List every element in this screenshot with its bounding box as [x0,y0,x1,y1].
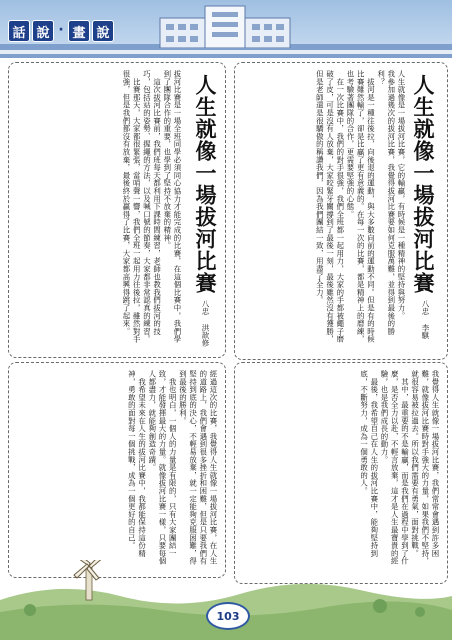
article1-body-top: 人生就像是一場拔河比賽，它的輸贏，有時候是一種精神的堅持與努力。 我參加過幾次的拔河比賽，我覺得拔河比賽要如何克服萬難，並得到最後的勝利？ 拔河是一種往後拉，向後退的運動，與大多數向前的運動不同。但是有的時候比賽雖然輸了，卻是比贏了更有意義的。在每一次的比賽，都是精神上的磨練，也考驗著團隊的合作，更需要堅強的心態。 在一次比賽中，我們的對手很強，我們全班都一起用力，大家的手都被繩子磨破了皮，可是沒有人放棄，大家咬緊牙關撐到了最後一刻，最後雖然沒有獲勝，但是老師還是很驕傲的稱讚我們，因為我們團結一致，用盡了全力。 [315,70,406,343]
school-building-illustration [150,4,300,48]
article1-author: 八忠 李騏 [421,300,430,339]
article1-body-bottom: 我覺得人生就像一場拔河比賽，我們常常會遇到許多困難，就像拔河比賽時對手強大的力量，如果我們不堅持，就很容易被拉過去。所以我們需要有勇氣，面對挑戰。 其中，最重要的不是輸贏，而是我們在過程中學到了什麼，是否全力以赴，不輕言放棄，這才是人生最寶貴的經驗，也是我們成長的動力。 最後，我希望自己在人生的拔河比賽中，能夠堅持到底，不斷努力，成為一個勇敢的人。 [359,370,440,565]
page-number: 103 [206,602,250,630]
title-char: 說 [92,20,114,42]
header-banner [0,0,452,60]
article2-body-bottom: 經過這次的比賽，我覺得人生就像一場拔河比賽，在人生的道路上，我們會遇到很多挫折和困難，但是只要我們有堅持到底的決心，不輕易放棄，就一定能夠克服困難，得到最後的勝利。 我也明白，一個人的力量是有限的，只有大家團結一致，才能發揮最大的力量。就像拔河比賽一樣，只要每個人都盡力，就能夠創造奇蹟。 我希望未來在人生的拔河比賽中，我都能保持這份精神，勇敢的面對每一個挑戰，成為一個更好的自己。 [127,370,218,565]
article2-body-top: 拔河比賽是一場全班同學必須同心協力才能完成的比賽，在這個比賽中，我們學到了團隊合作的重要，也學到了堅持不放棄的精神。 這次拔河比賽前，我們班每天都利用下課時間練習，老師也教我們拔河的技巧，包括站的姿勢、握繩的方法，以及喊口號的節奏，大家都非常認真的練習。 比賽那天，大家都很緊張，當哨聲一響，我們全班一起用力往後拉，雖然對手很強，但是我們都沒有放棄，最後終於贏得了比賽，大家都高興得跳了起來。 [121,70,182,343]
title-dot: · [58,22,64,38]
title-char: 畫 [68,20,90,42]
title-char: 話 [8,20,30,42]
article2-author: 八忠 洪歆修 [201,300,210,347]
article1-title: 人生就像一場拔河比賽 [411,74,436,294]
column-title [8,20,114,42]
title-char: 說 [32,20,54,42]
banner-band [0,50,452,54]
article2-title: 人生就像一場拔河比賽 [193,74,218,294]
